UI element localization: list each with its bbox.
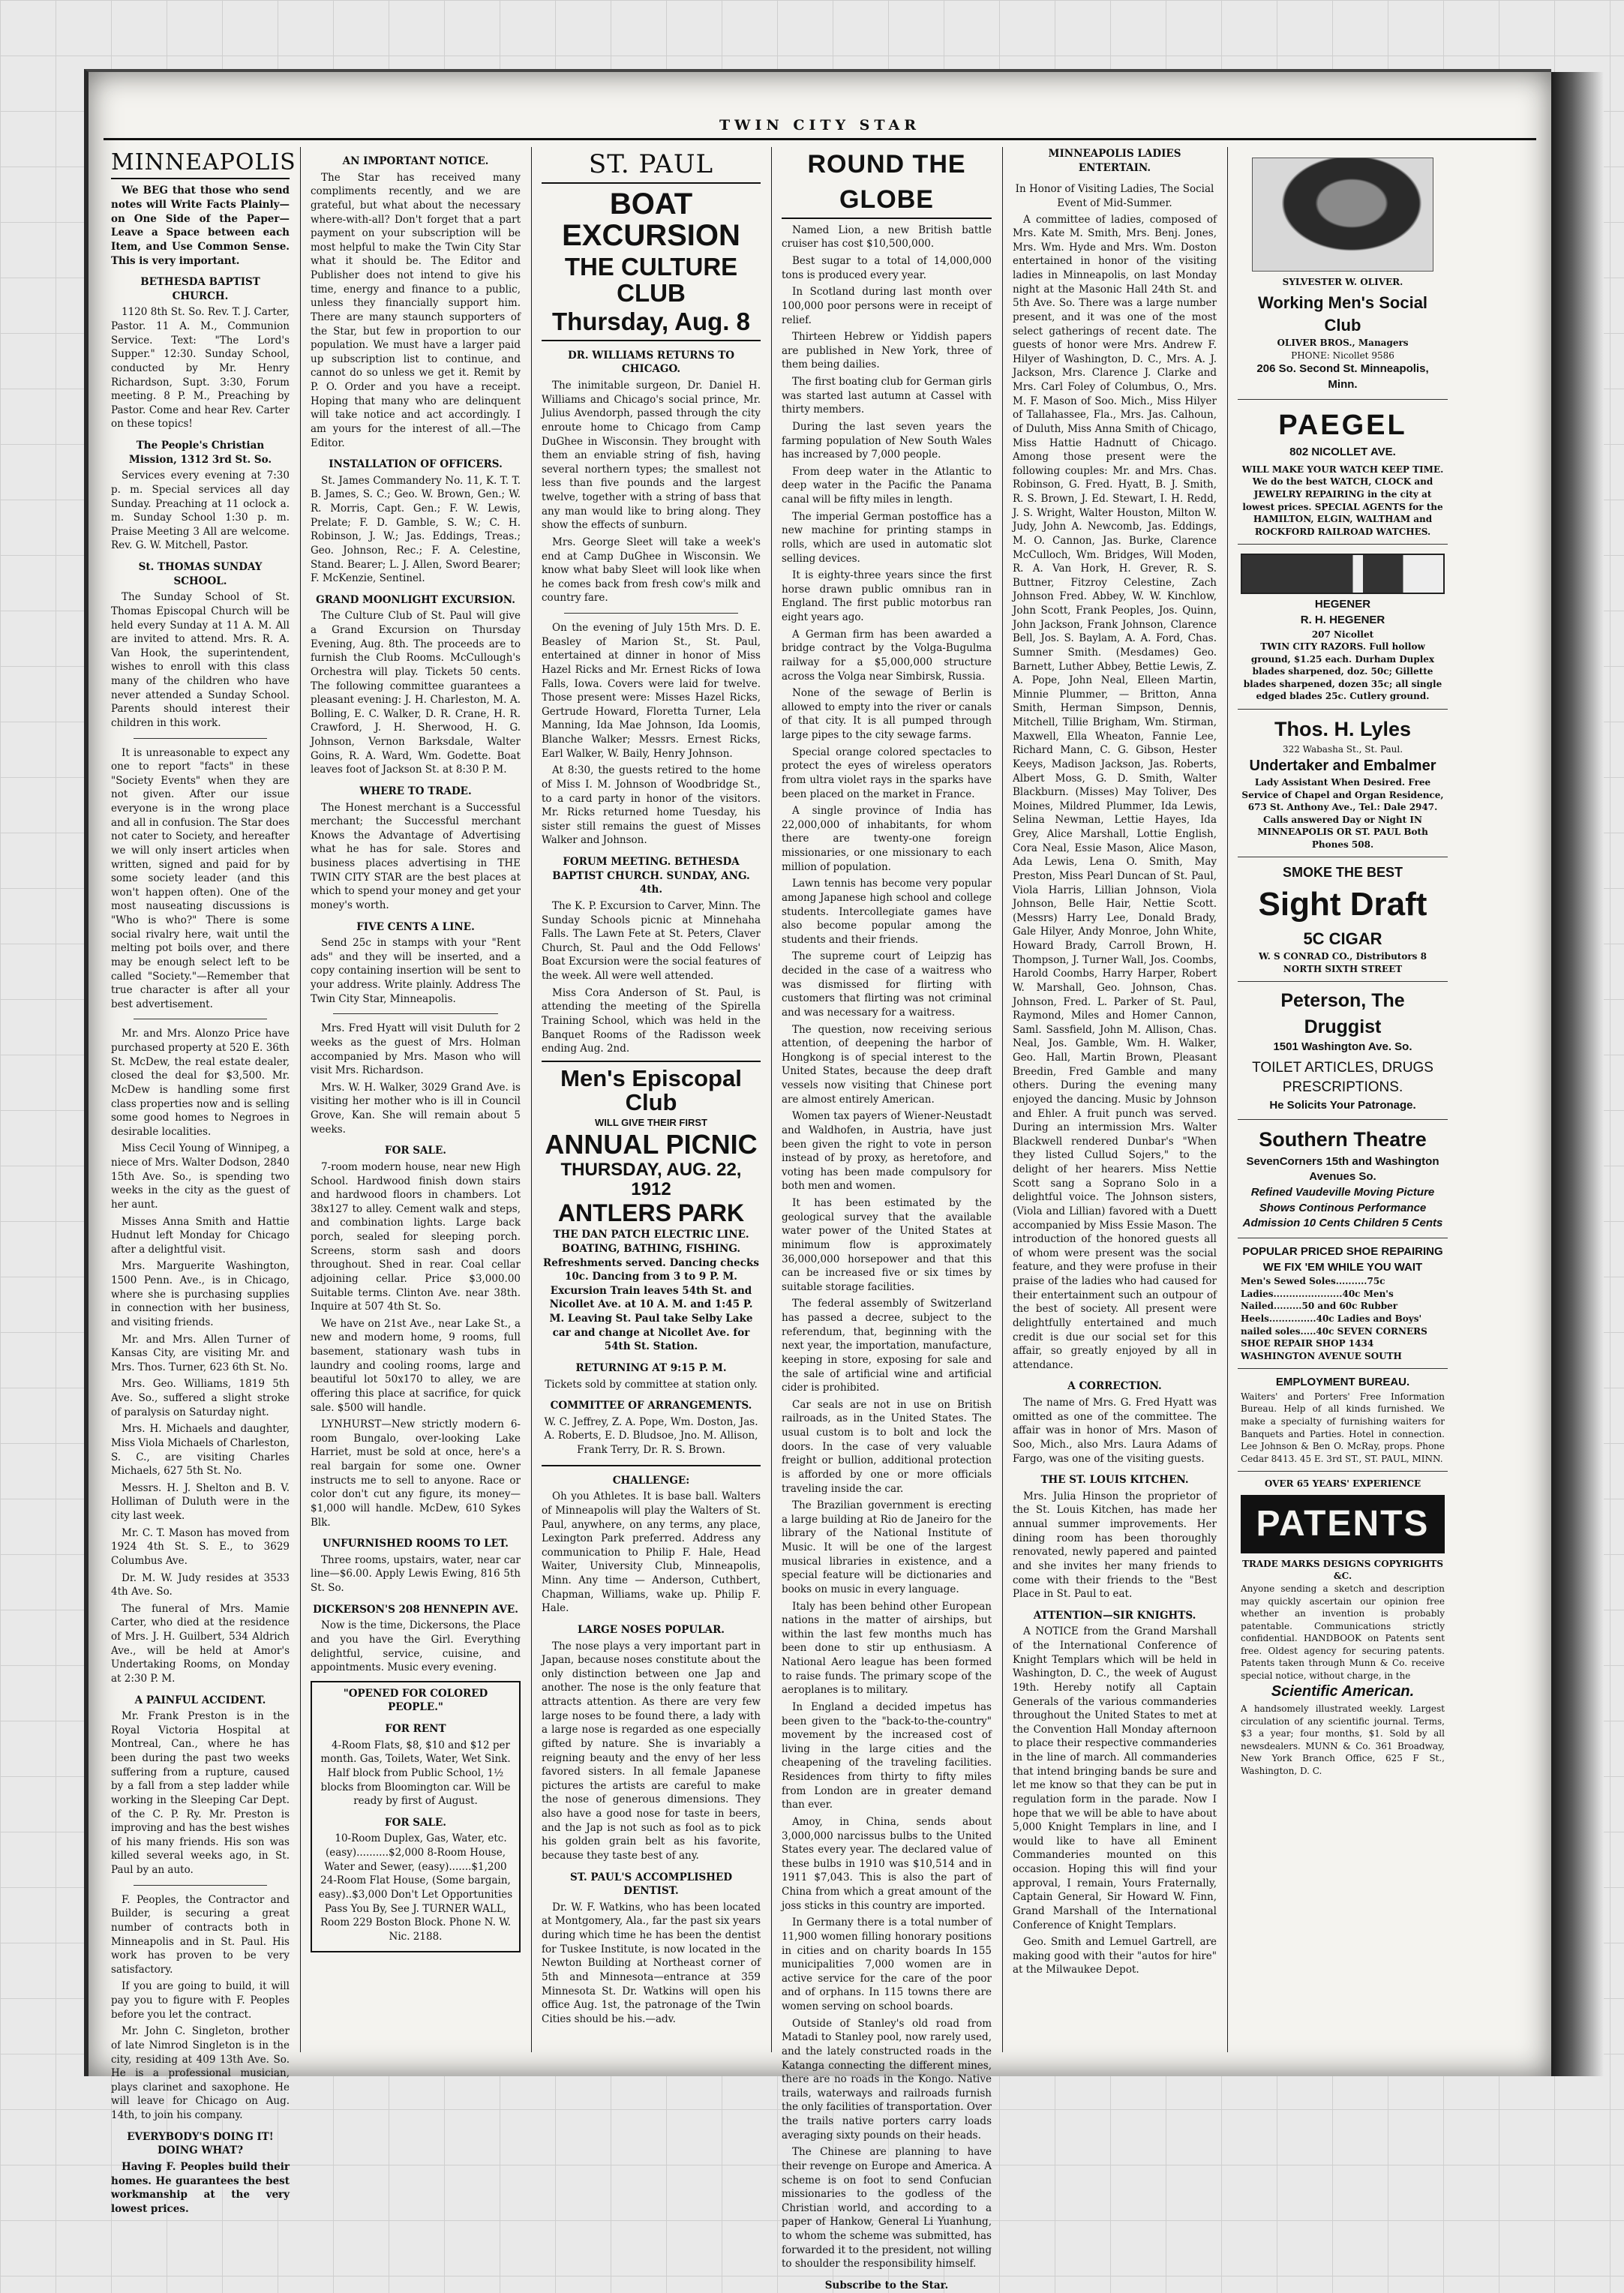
- item-young: Miss Cecil Young of Winnipeg, a niece of Mrs. Walter Dodson, 2840 15th Ave. So., is spending two weeks in the city as the guest of her aunt.: [111, 1142, 290, 1211]
- globe-item: Italy has been behind other European nations in the matter of airships, but within the last few months much has been done to stir up enthusiasm. A National Aero league has been formed to raise funds. The primary scope of the aeroplanes is to military.: [782, 1600, 992, 1697]
- ad-picnic-date: THURSDAY, AUG. 22, 1912: [560, 1160, 742, 1199]
- article-where-to-trade: The Honest merchant is a Successful merchant; the Successful merchant Knows the Advantage of Advertising what he has for sale. Stores and business places advertising in THE TWIN CITY STAR are the best places at which to spend your money and get your money's worth.: [311, 801, 521, 911]
- ad-shoe-title: POPULAR PRICED SHOE REPAIRING: [1242, 1244, 1443, 1258]
- heading-rooms: UNFURNISHED ROOMS TO LET.: [323, 1538, 509, 1550]
- newspaper-page: [84, 69, 1551, 2291]
- ad-box-wall: [311, 1681, 521, 1953]
- globe-item: A German firm has been awarded a bridge contract by the Volga-Bugulma railway for a $5,000,000 structure across the Volga near Simbirsk, Russia.: [782, 628, 992, 683]
- column-round-the-globe: [774, 147, 999, 2291]
- ad-tickets: Tickets sold by committee at station only.: [545, 1378, 758, 1391]
- heading-noses: LARGE NOSES POPULAR.: [577, 1623, 725, 1636]
- ad-theatre-address: SevenCorners 15th and Washington Avenues So.: [1246, 1154, 1439, 1184]
- globe-item: From deep water in the Atlantic to deep water in the Pacific the Panama canal will be fifty miles in length.: [782, 465, 992, 506]
- item-build: If you are going to build, it will pay you to figure with F. Peoples before you let the contract.: [111, 1980, 290, 2021]
- listing-lake-st: We have on 21st Ave., near Lake St., a new and modern home, 9 rooms, full basement, stationary wash tubs in laundry and cooling rooms, large and beautiful lot 50x170 to alley, we are offering this place at sacrifice, for quick sale. $500 will handle.: [311, 1317, 521, 1414]
- item-williams: Mrs. Geo. Williams, 1819 5th Ave. So., suffered a slight stroke of paralysis on Saturday night.: [111, 1378, 290, 1418]
- globe-items: [782, 224, 992, 2271]
- ad-committee-heading: COMMITTEE OF ARRANGEMENTS.: [550, 1400, 752, 1412]
- article-society: It is unreasonable to expect any one to report "facts" in these "Society Events" when they are not given. After our issue everyone is in the wrong place and all in confusion. The Star does not cater to Society, and hereafter we will only insert articles when written, signed and paid for by some society leader (and this won't happen often). One of the most nauseating discussions is "Who is who?" There is some social rivalry here, wait until the melting pot boils over, and there may be enough select left to be called "Society."—Remember that true character is after all your best advertisement.: [111, 746, 290, 1010]
- globe-item: The question, now receiving serious attention, of deepening the harbor of Hongkong is of special interest to the United States, because the deep draft vessels now visiting that Chinese port are almost entirely American.: [782, 1023, 992, 1106]
- ad-shoe-repair: [1238, 1238, 1448, 1369]
- ad-peterson-address: 1501 Washington Ave. So.: [1273, 1040, 1412, 1054]
- globe-item: The federal assembly of Switzerland has passed a decree, subject to the referendum, that, beginning with the next year, the importation, manufacture, keeping in store, exposing for sale and the sale of artificial wine and artificial cider is prohibited.: [782, 1298, 992, 1394]
- ad-episcopal-title: Men's Episcopal Club: [560, 1064, 742, 1116]
- ad-peterson-text: He Solicits Your Patronage.: [1269, 1098, 1416, 1112]
- article-knights: A NOTICE from the Grand Marshall of the International Conference of Knight Templars which will be held in Washington, D. C., the week of August 19th. Hereby notify all Captain Generals of the various commanderies throughout the United States to met at the Convention Hall Monday afternoon to place their respective commanderies in the line of march. All commanderies that intend bringing bands be sure and let me know so that they can be put in regulation form in the parade. Now I hope that we will be able to have about 5,000 Knight Templars in line, and I would like to have all Eminent Commanderies mounted on this occasion. Hoping this will find your approval, I remain, Yours Fraternally, Captain General, Sir Howard W. Finn, Grand Marshall of the International Conference of Knight Templars.: [1013, 1625, 1217, 1931]
- item-michaels: Mrs. H. Michaels and daughter, Miss Viola Michaels of Charleston, S. C., are visiting Charles Michaels, 627 5th St. No.: [111, 1423, 290, 1478]
- item-mason: Mr. C. T. Mason has moved from 1924 4th St. S. E., to 3629 Columbus Ave.: [111, 1526, 290, 1567]
- ad-sight-draft-price: 5C CIGAR: [1303, 929, 1382, 949]
- item-price: Mr. and Mrs. Alonzo Price have purchased property at 520 E. 36th St. McDew, the real estate dealer, closed the deal for $3,500. Mr. McDew is handling some first class properties now and is selling some good homes to Negroes in desirable localities.: [111, 1028, 290, 1138]
- ad-patents-footer: A handsomely illustrated weekly. Largest circulation of any scientific journal. Terms, $3 a year; four months, $1. Sold by all newsdealers. MUNN & Co. 361 Broadway, New York Branch Office, 625 F St., Washington, D. C.: [1241, 1703, 1445, 1776]
- article-mission: Services every evening at 7:30 p. m. Special services all day Sunday. Preaching at 11 oclock a. m. Sunday School 1:30 p. m. Praise Meeting 3 All are welcome. Rev. G. W. Mitchell, Pastor.: [111, 470, 290, 552]
- section-title-minneapolis: MINNEAPOLIS: [111, 147, 290, 179]
- heading-everybody: EVERYBODY'S DOING IT! DOING WHAT?: [127, 2130, 274, 2157]
- ad-sight-draft: [1238, 857, 1448, 982]
- globe-item: Outside of Stanley's old road from Matadi to Stanley pool, now rarely used, and the lately constructed roads in the Katanga connecting the different mines, there are no roads in the Kongo. Native trails, waterways and railroads furnish the only facilities of transportation. Over the trails native porters carry loads averaging sixty pounds on their heads.: [782, 2017, 992, 2141]
- heading-knights: ATTENTION—SIR KNIGHTS.: [1033, 1609, 1196, 1622]
- ad-shoe-prices: Men's Sewed Soles..........75c Ladies......................40c Men's Nailed.........50 and 60c Rubber Heels...............40c Ladies and Boys' nailed soles.....40c SEVEN CORNERS SHOE REPAIR SHOP 1434 WASHINGTON AVENUE SOUTH: [1241, 1276, 1427, 1361]
- ad-returning: RETURNING AT 9:15 P. M.: [575, 1361, 727, 1374]
- article-st-thomas: The Sunday School of St. Thomas Episcopal Church will be held every Sunday at 11 A. M. All are invited to attend. Mrs. R. A. Van Hook, the superintendent, wishes to enroll with this class many of the children who have never attended a Sunday School. Parents should interest their children in this work.: [111, 591, 290, 729]
- column-rule: [1002, 147, 1003, 2052]
- ad-episcopal-sub: WILL GIVE THEIR FIRST: [595, 1116, 707, 1128]
- ad-patents: [1238, 1472, 1448, 1783]
- heading-for-sale: FOR SALE.: [385, 1145, 446, 1157]
- masthead: TWIN CITY STAR: [719, 117, 921, 134]
- ad-social-club-managers: OLIVER BROS., Managers: [1277, 338, 1409, 349]
- photo-caption: SYLVESTER W. OLIVER.: [1282, 277, 1403, 287]
- heading-dickersons: DICKERSON'S 208 HENNEPIN AVE.: [313, 1603, 518, 1616]
- box-rent-text: 4-Room Flats, $8, $10 and $12 per month. Gas, Toilets, Water, Wet Sink. Half block from Public School, 1½ blocks from Bloomington car. Will be ready by first of August.: [320, 1739, 511, 1808]
- item-beasley: On the evening of July 15th Mrs. D. E. Beasley of Marion St., St. Paul, entertained at dinner in honor of Miss Hazel Ricks and Mr. Ernest Ricks of Iowa Falls, Iowa. Covers were laid for twelve. Those present were: Misses Hazel Ricks, Gertrude Howard, Floretta Turner, Lela Manning, Ida Mae Johnson, Ida Loomis, Blanche Walker; Messrs. Ernest Ricks, Earl Walker, W. Baily, Henry Johnson.: [542, 622, 761, 760]
- article-dr-williams: The inimitable surgeon, Dr. Daniel H. Williams and Chicago's social prince, Mr. Julius Avendorph, passed through the city enroute home to Chicago from Camp DuGhee in Wisconsin. They brought with them an enviable string of fish, having several northern types; the smallest not less than five pounds and the largest twelve, together with a string of bass that any man would like to bring along. They show the effects of sunburn.: [542, 380, 761, 532]
- divider: [134, 1885, 267, 1886]
- box-for-sale: FOR SALE.: [385, 1816, 446, 1829]
- divider: [564, 613, 738, 614]
- ad-employment: [1238, 1369, 1448, 1472]
- portrait-photo: [1252, 158, 1433, 272]
- item-excursion: The K. P. Excursion to Carver, Minn. The Sunday Schools picnic at Minnehaha Falls. The Lawn Fete at St. Peters, Claver Church, St. Paul and the Odd Fellows' Boat Excursion were the social features of the week. All were well attended.: [542, 899, 761, 983]
- globe-item: Thirteen Hebrew or Yiddish papers are published in New York, three of them being dailies.: [782, 331, 992, 371]
- item-autos: Geo. Smith and Lemuel Gartrell, are making good with their "autos for hire" at the Milwaukee Depot.: [1013, 1936, 1217, 1976]
- item-turner: Mr. and Mrs. Allen Turner of Kansas City, are visiting Mr. and Mrs. Thos. Turner, 623 6th St. No.: [111, 1333, 290, 1373]
- item-sleet: Mrs. George Sleet will take a week's end at Camp DuGhee in Wisconsin. We know what baby Sleet will look like when he comes back from fresh cow's milk and country fare.: [542, 536, 761, 605]
- heading-moonlight: GRAND MOONLIGHT EXCURSION.: [316, 593, 515, 606]
- box-sale-text: 10-Room Duplex, Gas, Water, etc. (easy)..........$2,000 8-Room House, Water and Sewer, (easy).......$1,200 24-Room Flat House, (Some bargain, easy)..$3,000 Don't Let Opportunities Pass You By, See J. TURNER WALL, Room 229 Boston Block. Phone N. W. Nic. 2188.: [318, 1832, 513, 1943]
- heading-installation: INSTALLATION OF OFFICERS.: [329, 458, 503, 471]
- item-walker: Mrs. W. H. Walker, 3029 Grand Ave. is visiting her mother who is ill in Council Grove, Kan. She will remain about 5 weeks.: [311, 1081, 521, 1136]
- ad-shoe-sub: WE FIX 'EM WHILE YOU WAIT: [1262, 1260, 1423, 1274]
- heading-bethesda: BETHESDA BAPTIST CHURCH.: [140, 276, 260, 302]
- article-correction: The name of Mrs. G. Fred Hyatt was omitted as one of the committee. The affair was in honor of Mrs. Mason of Soo, Mich., also Mrs. Laura Adams of Fargo, was one of the visiting guests.: [1013, 1397, 1217, 1465]
- ad-paegel: [1238, 400, 1448, 545]
- globe-item: The Brazilian government is erecting a large building at Rio de Janeiro for the library of the National Institute of Music. It will be one of the largest musical libraries in existence, and a special feature will be dictionaries and books on music in every language.: [782, 1499, 992, 1595]
- banner-culture-club: THE CULTURE CLUB: [564, 252, 738, 307]
- heading-correction: A CORRECTION.: [1067, 1380, 1162, 1393]
- item-peoples: F. Peoples, the Contractor and Builder, is securing a great number of contracts both in Minneapolis and in St. Paul. His work has proven to be very satisfactory.: [111, 1893, 290, 1976]
- globe-item: In Germany there is a total number of 11,900 women filling honorary positions in cities and on charity boards In 155 municipalities 7,000 women are in active service for the care of the poor and of orphans. In 115 towns there are women serving on school boards.: [782, 1916, 992, 2013]
- heading-where-to-trade: WHERE TO TRADE.: [359, 785, 472, 797]
- banner-boat-excursion: BOAT EXCURSION: [562, 187, 740, 252]
- banner-date: Thursday, Aug. 8: [542, 309, 761, 341]
- ad-peterson-items: TOILET ARTICLES, DRUGS PRESCRIPTIONS.: [1252, 1060, 1433, 1096]
- ad-lyles-trade: Undertaker and Embalmer: [1249, 757, 1436, 774]
- column-st-paul: [534, 147, 768, 2052]
- globe-item: Women tax payers of Wiener-Neustadt and Waldhofen, in Austria, have just been given the right to vote in person instead of by proxy, as heretofore, and voting has been made compulsory for both men and women.: [782, 1110, 992, 1193]
- ad-theatre-text: Refined Vaudeville Moving Picture Shows Continous Performance Admission 10 Cents Children 5 Cents: [1242, 1185, 1443, 1230]
- article-challenge: Oh you Athletes. It is base ball. Walters of Minneapolis will play the Walters of St. Paul, anywhere, on any terms, any place, Lexington Park preferred. Address any communication to Philip F. Hale, Head Waiter, University Club, Minneapolis, Minn. Any time — Anderson, Cuthbert, Chapman, Williams, wake up. Philip F. Hale.: [542, 1490, 761, 1615]
- item-shelton: Messrs. H. J. Shelton and B. V. Holliman of Duluth were in the city last week.: [111, 1481, 290, 1523]
- ad-hegener-text: TWIN CITY RAZORS. Full hollow ground, $1.25 each. Durham Duplex blades sharpened, doz. 50c; Gillette blades sharpened, dozen 35c; all single edged blades 25c. Cutlery ground.: [1243, 641, 1442, 702]
- column-notices: [303, 147, 528, 2052]
- globe-item: In Scotland during last month over 100,000 poor persons were in receipt of relief.: [782, 286, 992, 326]
- globe-item: Best sugar to a total of 14,000,000 tons is produced every year.: [782, 255, 992, 281]
- box-for-rent: FOR RENT: [385, 1723, 446, 1735]
- masthead-rule: [104, 138, 1536, 140]
- article-dentist: Dr. W. F. Watkins, who has been located at Montgomery, Ala., far the past six years during which time he has been the dentist for Tuskee Institute, is now located in the Newton Building at Northeast corner of 5th and Minnesota—entrance at 359 Minnesota St. Dr. Watkins will open his office Aug. 1st, the patronage of the Twin Cities should be his.—adv.: [542, 1901, 761, 2025]
- ad-lyles: [1238, 710, 1448, 858]
- ad-employment-text: Waiters' and Porters' Free Information Bureau. Help of all kinds furnished. We make a specialty of furnishing waiters for Banquets and Parties. Hotel in connection. Lee Johnson & Ben O. McRay, props. Phone Cedar 8413. 45 E. 3rd ST., ST. PAUL, MINN.: [1241, 1391, 1445, 1464]
- globe-item: It has been estimated by the geological survey that the available water power of the United States at minimum flow is approximately 36,000,000 horsepower and that this can be increased five or six times by suitable storage facilities.: [782, 1197, 992, 1293]
- ad-theatre-title: Southern Theatre: [1259, 1128, 1427, 1151]
- globe-item: In England a decided impetus has been given to the "back-to-the-country" movement by the increased cost of living in the large cities and the cheapening of the traveling facilities. Residences from thirty to fifty miles from London are in greater demand than ever.: [782, 1700, 992, 1811]
- item-smith: Misses Anna Smith and Hattie Hudnut left Monday for Chicago after a delightful visit.: [111, 1215, 290, 1256]
- ad-patents-title: PATENTS: [1241, 1495, 1445, 1553]
- article-bethesda: 1120 8th St. So. Rev. T. J. Carter, Pastor. 11 A. M., Communion Service. Text: "The Lord's Supper." 12:30. Sunday School, conducted by Mr. Henry Richardson, Supt. 3:30, Forum meeting. 8 P. M., Preaching by Pastor. Come and hear Rev. Carter on these topics!: [111, 306, 290, 431]
- globe-item: None of the sewage of Berlin is allowed to empty into the river or canals of that city. It is all pumped through large pipes to the city sewage farms.: [782, 687, 992, 742]
- ad-lyles-text: Lady Assistant When Desired. Free Service of Chapel and Organ Residence, 673 St. Anthony Ave., Tel.: Dale 2947. Calls answered Day or Night IN MINNEAPOLIS OR ST. PAUL Both Phones 508.: [1241, 777, 1444, 850]
- column-minneapolis: [104, 147, 297, 2215]
- column-advertisements: [1230, 147, 1455, 2052]
- ad-patents-sub: TRADE MARKS DESIGNS COPYRIGHTS &C.: [1241, 1558, 1444, 1582]
- article-five-cents: Send 25c in stamps with your "Rent ads" and they will be inserted, and a copy containing insertion will be sent to your address. Write plainly. Address The Twin City Star, Minneapolis.: [311, 937, 521, 1005]
- listing-rooms: Three rooms, upstairs, water, near car line—$6.00. Apply Lewis Ewing, 816 5th St. So.: [311, 1553, 521, 1594]
- column-rule: [1227, 147, 1228, 2052]
- ad-southern-theatre: [1238, 1120, 1448, 1238]
- ad-paegel-text: WILL MAKE YOUR WATCH KEEP TIME. We do the best WATCH, CLOCK and JEWELRY REPAIRING in the city at lowest prices. SPECIAL AGENTS for the HAMILTON, ELGIN, WALTHAM and ROCKFORD RAILROAD WATCHES.: [1241, 464, 1444, 537]
- item-funeral: The funeral of Mrs. Mamie Carter, who died at the residence of Mrs. J. H. Guilbert, 534 Aldrich Ave., will be held at Amor's Undertaking Rooms, on Monday at 2:30 P. M.: [111, 1602, 290, 1685]
- globe-item: The imperial German postoffice has a new machine for printing stamps in rolls, which are used in automatic slot selling devices.: [782, 510, 992, 565]
- box-heading: "OPENED FOR COLORED PEOPLE.": [343, 1687, 488, 1714]
- globe-item: A single province of India has 22,000,000 of inhabitants, for whom there are twenty-one foreign missionaries, or one missionary to each million of population.: [782, 805, 992, 873]
- subheading-ladies: In Honor of Visiting Ladies, The Social Event of Mid-Summer.: [1015, 183, 1214, 209]
- heading-ladies: MINNEAPOLIS LADIES ENTERTAIN.: [1048, 148, 1181, 174]
- article-important-notice: The Star has received many compliments recently, and we are grateful, but what about the necessary where-with-all? Don't forget that a part payment on your subscription will be most helpful to make the Twin City Star what it should be. The Editor and Publisher does not intend to give his time, energy and finance to a public, unless they financially support him. There are many staunch supporters of the Star, but few in proportion to our population. We must have a larger paid up subscription list to continue, and cannot do so unless we get it. Remit by P. O. Order and you have a receipt. Hoping that many who are delinquent will take notice and act accordingly. I am yours for the interest of all.—The Editor.: [311, 171, 521, 449]
- heading-dentist: ST. PAUL'S ACCOMPLISHED DENTIST.: [569, 1871, 733, 1898]
- globe-item: It is eighty-three years since the first horse drawn public omnibus ran in England. The first public motorbus ran eight years ago.: [782, 569, 992, 624]
- column-rule: [531, 147, 532, 2052]
- article-installation: St. James Commandery No. 11, K. T. T. B. James, S. C.; Geo. W. Brown, Gen.; W. R. Morris, Capt. Gen.; F. W. Lewis, Prelate; F. D. Gamble, S. W.; C. H. Robinson, J. W.; Jas. Eddings, Treas.; Geo. Johnson, Rec.; F. A. Celestine, Stand. Bearer; L. J. Allen, Sword Bearer; F. McKenzie, Sentinel.: [311, 474, 521, 585]
- divider: [134, 738, 267, 739]
- heading-kitchen: THE ST. LOUIS KITCHEN.: [1040, 1474, 1189, 1487]
- ad-lyles-title: Thos. H. Lyles: [1274, 717, 1412, 740]
- heading-accident: A PAINFUL ACCIDENT.: [134, 1694, 266, 1706]
- ad-episcopal-picnic: [542, 1061, 761, 1466]
- section-title-globe: ROUND THE GLOBE: [782, 147, 992, 219]
- heading-important-notice: AN IMPORTANT NOTICE.: [342, 155, 489, 167]
- ad-social-club-phone: PHONE: Nicollet 9586: [1291, 350, 1394, 361]
- article-accident: Mr. Frank Preston is in the Royal Victoria Hospital at Montreal, Can., where he has been during the past two weeks suffering from a rupture, caused by a fall from a step ladder while working in the Sleeping Car Dept. of the C. P. Ry. Mr. Preston is improving and has the best wishes of his many friends. His son was killed several weeks ago, in St. Paul by an auto.: [111, 1710, 290, 1877]
- divider: [333, 1013, 498, 1014]
- heading-five-cents: FIVE CENTS A LINE.: [356, 920, 475, 933]
- editor-notice: We BEG that those who send notes will Write Facts Plainly—on One Side of the Paper—Leave a Space between each Item, and Use Common Sense. This is very important.: [111, 185, 290, 267]
- globe-item: The first boating club for German girls was started last autumn at Cassel with thirty members.: [782, 376, 992, 416]
- globe-item: Special orange colored spectacles to protect the eyes of wireless operators from ultra violet rays in the sparks have been placed on the market in France.: [782, 746, 992, 800]
- ad-scientific-american: Scientific American.: [1271, 1683, 1415, 1700]
- ad-patents-top: OVER 65 YEARS' EXPERIENCE: [1264, 1478, 1421, 1490]
- globe-item: Named Lion, a new British battle cruiser has cost $10,500,000.: [782, 224, 992, 251]
- subscribe-note: Subscribe to the Star.: [824, 2279, 949, 2291]
- column-ladies: [1005, 147, 1224, 2052]
- item-card-party: At 8:30, the guests retired to the home of Miss I. M. Johnson of Woodbridge St., to a card party in honor of the visitors. Mr. Ricks returned home Tuesday, his sister still remains the guest of Misses Walker and Johnson.: [542, 764, 761, 847]
- ad-peterson: [1238, 982, 1448, 1120]
- ad-picnic-details: THE DAN PATCH ELECTRIC LINE. BOATING, BATHING, FISHING. Refreshments served. Dancing checks 10c. Dancing from 3 to 9 P. M. Excursion Train leaves 54th St. and Nicollet Ave. at 10 A. M. and 1:45 P. M. Leaving St. Paul take Selby Lake car and change at Nicollet Ave. for 54th St. Station.: [543, 1229, 759, 1353]
- ad-social-club: [1238, 147, 1448, 400]
- heading-forum: FORUM MEETING. BETHESDA BAPTIST CHURCH. SUNDAY, ANG. 4th.: [552, 856, 750, 896]
- listing-house: 7-room modern house, near new High School. Hardwood finish down stairs and hardwood floors in chambers. Lot 38x127 to alley. Cement walk and steps, and combination lights. Large back porch, sealed for sleeping porch. Screens, storm sash and doors throughout. Shed in rear. Coal cellar adjoining cellar. Price $3,000.00 Suitable terms. Clinton Ave. near 38th. Inquire at 507 4th St. So.: [311, 1160, 521, 1313]
- ad-dickersons: Now is the time, Dickersons, the Place and you have the Girl. Everything delightful, service, cuisine, and appointments. Music every evening.: [311, 1619, 521, 1674]
- ad-social-club-title: Working Men's Social Club: [1257, 293, 1428, 335]
- ad-peoples: Having F. Peoples build their homes. He guarantees the best workmanship at the very lowest prices.: [111, 2160, 290, 2215]
- heading-st-thomas: St. THOMAS SUNDAY SCHOOL.: [138, 561, 263, 587]
- article-moonlight: The Culture Club of St. Paul will give a Grand Excursion on Thursday Evening, Aug. 8th. The proceeds are to furnish the Club Rooms. McCullough's Orchestra will play. Tickets 50 cents. The following committee guarantees a pleasant evening: J. H. Charleston, M. A. Bolling, E. C. Walker, D. R. Crane, H. R. Crawford, J. H. Sherwood, H. G. Johnson, Vernon Barksdale, Walter Goins, R. A. Ward, Wm. Godette. Boat leaves foot of Jackson St. at 8:30 P. M.: [311, 610, 521, 776]
- ad-antlers-park: ANTLERS PARK: [557, 1199, 745, 1226]
- ad-sight-draft-title: Sight Draft: [1258, 886, 1427, 923]
- article-noses: The nose plays a very important part in Japan, because noses constitute about the only distinction between one Jap and another. The nose is the only feature that attracts attention. As there are very few large noses to be found there, a lady with a large nose is regarded as one especially gifted by nature. She is invariably a reigning beauty and the envy of her less favored sisters. In all female Japanese pictures the artists are careful to make the nose of generous dimensions. They also have a good nose for taste in beers, and the Jap is not such as fool as to pick his golden grain belt as his favorite, because they taste best of any.: [542, 1640, 761, 1862]
- globe-item: During the last seven years the farming population of New South Wales has increased by 7,000 people.: [782, 420, 992, 461]
- ad-paegel-address: 802 NICOLLET AVE.: [1289, 446, 1396, 459]
- article-kitchen: Mrs. Julia Hinson the proprietor of the St. Louis Kitchen, has made her annual summer improvements. Her dining room has been thoroughly renovated, newly papered and painted and she invites her many friends to come with their friends to the "Best Place in St. Paul to eat.: [1013, 1490, 1217, 1601]
- ad-lyles-address: 322 Wabasha St., St. Paul.: [1282, 744, 1403, 755]
- globe-item: The Chinese are planning to have their revenge on Europe and America. A scheme is on foot to send Confucian missionaries to the godless of the Christian world, and according to a paper of Hankow, General Li Yuanhung, to whom the scheme was submitted, has forwarded it to the president, not willing to shoulder the responsibility himself.: [782, 2146, 992, 2270]
- globe-item: Lawn tennis has become very popular among Japanese high school and college students. Intercollegiate games have also become popular among the students and their friends.: [782, 878, 992, 946]
- item-anderson: Miss Cora Anderson of St. Paul, is attending the meeting of the Spirella Training School, which was held in the Banquet Rooms of the Radisson week ending Aug. 2nd.: [542, 986, 761, 1055]
- column-rule: [771, 147, 772, 2052]
- heading-dr-williams: DR. WILLIAMS RETURNS TO CHICAGO.: [567, 349, 735, 376]
- ad-social-club-address: 206 So. Second St. Minneapolis, Minn.: [1256, 362, 1429, 392]
- article-ladies: A committee of ladies, composed of Mrs. Kate M. Smith, Mrs. Benj. Jones, Mrs. Wm. Hyde and Mrs. Wm. Doston entertained in honor of the visiting ladies in Minneapolis, on last Monday night at the Masonic Hall 24th St. and 5th Ave. So. There was a large number present, and it was one of the most select gatherings of recent date. The guests of honor were Mrs. Andrew F. Hilyer of Washington, D. C., Mrs. A. J. Jackson, Mrs. Clarence J. Clarke and Mrs. Carl Foley of Columbus, O., Mrs. M. F. Mason of Soo. Mich., Miss Hilyer of Tallahassee, Fla., Mrs. Jas. Calhoun, of Duluth, Miss Anna Smith of Chicago, Miss Hattie Hadnutt of Chicago. Among those present were the following couples: Mr. and Mrs. Chas. Robinson, G. Fred. Hyatt, B. J. Smith, R. S. Brown, J. Ed. Stewart, I. H. Redd, J. S. Wright, Walter Houston, Milton W. Judy, John A. Newcomb, Jas. Eddings, M. O. Cannon, Jas. Burke, Clarence McCulloch, Wm. Bridges, Will Moden, R. A. Van Hork, H. Grever, R. S. Buttner, Fitzroy Celestine, Zach Johnson Fred. Abbey, W. W. Kinchlow, John Scott, Frank Peoples, Jos. Quinn, John Jackson, Frank Johnson, Clarence Bell, Jos. S. Baylam, A. A. Ford, Chas. Sumner Smith. (Mesdames) Geo. Barnett, Luther Abbey, Bettie Lewis, Z. A. Pope, John Neal, Elleen Martin, Minnie Plummer, — Britton, Anna Smith, Herman Simpson, Dennis, Mitchell, Tillie Brigham, Wm. Stirman, Maxwell, Ella Wheaton, Fannie Lee, Richard Mann, C. G. Gibson, Hester Keeys, Madison Jackson, Jas. Roberts, Albert Moss, G. D. Smith, Walter Blackburn. (Misses) May Toliver, Des Moines, Mildred Plummer, Ida Lewis, Selina Newman, Lettie Hayes, Ida Grey, Alice Marshall, Lottie English, Cora Neal, Essie Mason, Alice Mason, Ada Lewis, Lena O. Smith, May Preston, Miss Pearl Duncan of St. Paul, Viola Harris, Lillian Johnson, Viola Johnson, Belle Hair, Nettie Scott. (Messrs) Harry Lee, Donald Brady, Gale Hilyer, Andy Monroe, John White, Howard Brady, Carroll Brown, H. Thompson, J. Turner Wall, Jos. Coombs, Harold Coombs, Harry Harper, Robert W. Marshall, Geo. Johnson, Chas. Johnson, Fred. L. Parker of St. Paul, Raymond, Miles and Homer Cannon, Saml. Sassfield, John M. Allison, Chas. Neal, Jos. Gamble, Wm. H. Walker, Geo. Hall, Martin Brown, Pleasant Breedin, Fred Gamble and many others. During the evening many enjoyed the dancing. Music by Johnson and Ehler. A fruit punch was served. During an intermission Mrs. Walter Blackwell rendered Dunbar's "When they listed Cullud Sojers," to the delight of her hearers. Miss Nettie Scott sang a Soprano Solo in a delightful voice. The Johnson sisters, (Viola and Lillian) favored with a Duett accompanied by Miss Essie Mason. The introduction of the honored guests all of whom were present was the social feature, and they were profuse in their praise of the ladies who had caused for their entertainment such an outpour of the best of society. All present were delightfully entertained and much credit is due our social set for this affair, so greatly enjoyed by all in attendance.: [1013, 213, 1217, 1371]
- ad-patents-text: Anyone sending a sketch and description may quickly ascertain our opinion free whether an invention is probably patentable. Communications strictly confidential. HANDBOOK on Patents sent free. Oldest agency for securing patents. Patents taken through Munn & Co. receive special notice, without charge, in the: [1241, 1583, 1445, 1681]
- ad-hegener-address: 207 Nicollet: [1311, 629, 1374, 640]
- ad-hegener: [1238, 545, 1448, 710]
- globe-item: The supreme court of Leipzig has decided in the case of a waitress who was dismissed for flirting with customers that flirting was not criminal and was necessary for a waitress.: [782, 950, 992, 1019]
- ad-committee: W. C. Jeffrey, Z. A. Pope, Wm. Doston, Jas. A. Roberts, E. D. Bludsoe, Jno. M. Allison, Frank Terry, Dr. R. S. Brown.: [544, 1415, 758, 1457]
- listing-lynhurst: LYNHURST—New strictly modern 6-room Bungalo, over-looking Lake Harriet, must be sold at once, here's a real bargain for some one. Owner instructs me to sell to anyone. Race or color don't cut any figure, its money—$1,000 will handle. McDew, 610 Sykes Blk.: [311, 1418, 521, 1529]
- ad-hegener-name: R. H. HEGENER: [1300, 613, 1385, 626]
- globe-item: Amoy, in China, sends about 3,000,000 narcissus bulbs to the United States every year. The declared value of these bulbs in 1910 was $10,514 and in 1911 $7,043. This is also the part of China from which a great amount of the joss sticks in this country are imported.: [782, 1815, 992, 1912]
- ad-annual-picnic: ANNUAL PICNIC: [545, 1128, 758, 1160]
- heading-mission: The People's Christian Mission, 1312 3rd St. So.: [128, 440, 272, 466]
- heading-challenge: CHALLENGE:: [612, 1474, 690, 1487]
- ad-sight-draft-text: W. S CONRAD CO., Distributors 8 NORTH SIXTH STREET: [1259, 951, 1427, 974]
- section-title-st-paul: ST. PAUL: [542, 147, 761, 184]
- ad-paegel-title: PAEGEL: [1278, 409, 1407, 441]
- item-hyatt: Mrs. Fred Hyatt will visit Duluth for 2 weeks as the guest of Mrs. Holman accompanied by Mrs. Mason who will visit Mrs. Richardson.: [311, 1022, 521, 1077]
- item-washington: Mrs. Marguerite Washington, 1500 Penn. Ave., is in Chicago, where she is purchasing supplies in connection with her business, and visiting friends.: [111, 1260, 290, 1328]
- item-singleton: Mr. John C. Singleton, brother of late Nimrod Singleton is in the city, residing at 409 13th Ave. So. He is a professional musician, plays clarinet and saxophone. He will leave for Chicago on Aug. 14th, to join his company.: [111, 2025, 290, 2122]
- column-rule: [300, 147, 301, 2052]
- ad-employment-title: EMPLOYMENT BUREAU.: [1275, 1376, 1410, 1389]
- globe-item: Car seals are not in use on British railroads, as in the United States. The usual custom is to bolt and lock the doors. In the case of very valuable freight or bullion, additional protection is afforded by one or more officials traveling inside the car.: [782, 1398, 992, 1495]
- ad-peterson-title: Peterson, The Druggist: [1280, 990, 1405, 1037]
- ad-hegener-brand: HEGENER: [1314, 598, 1371, 611]
- razor-illustration: [1241, 554, 1445, 594]
- item-judy: Dr. M. W. Judy resides at 3533 4th Ave. So.: [111, 1571, 290, 1598]
- ad-sight-draft-top: SMOKE THE BEST: [1282, 865, 1403, 881]
